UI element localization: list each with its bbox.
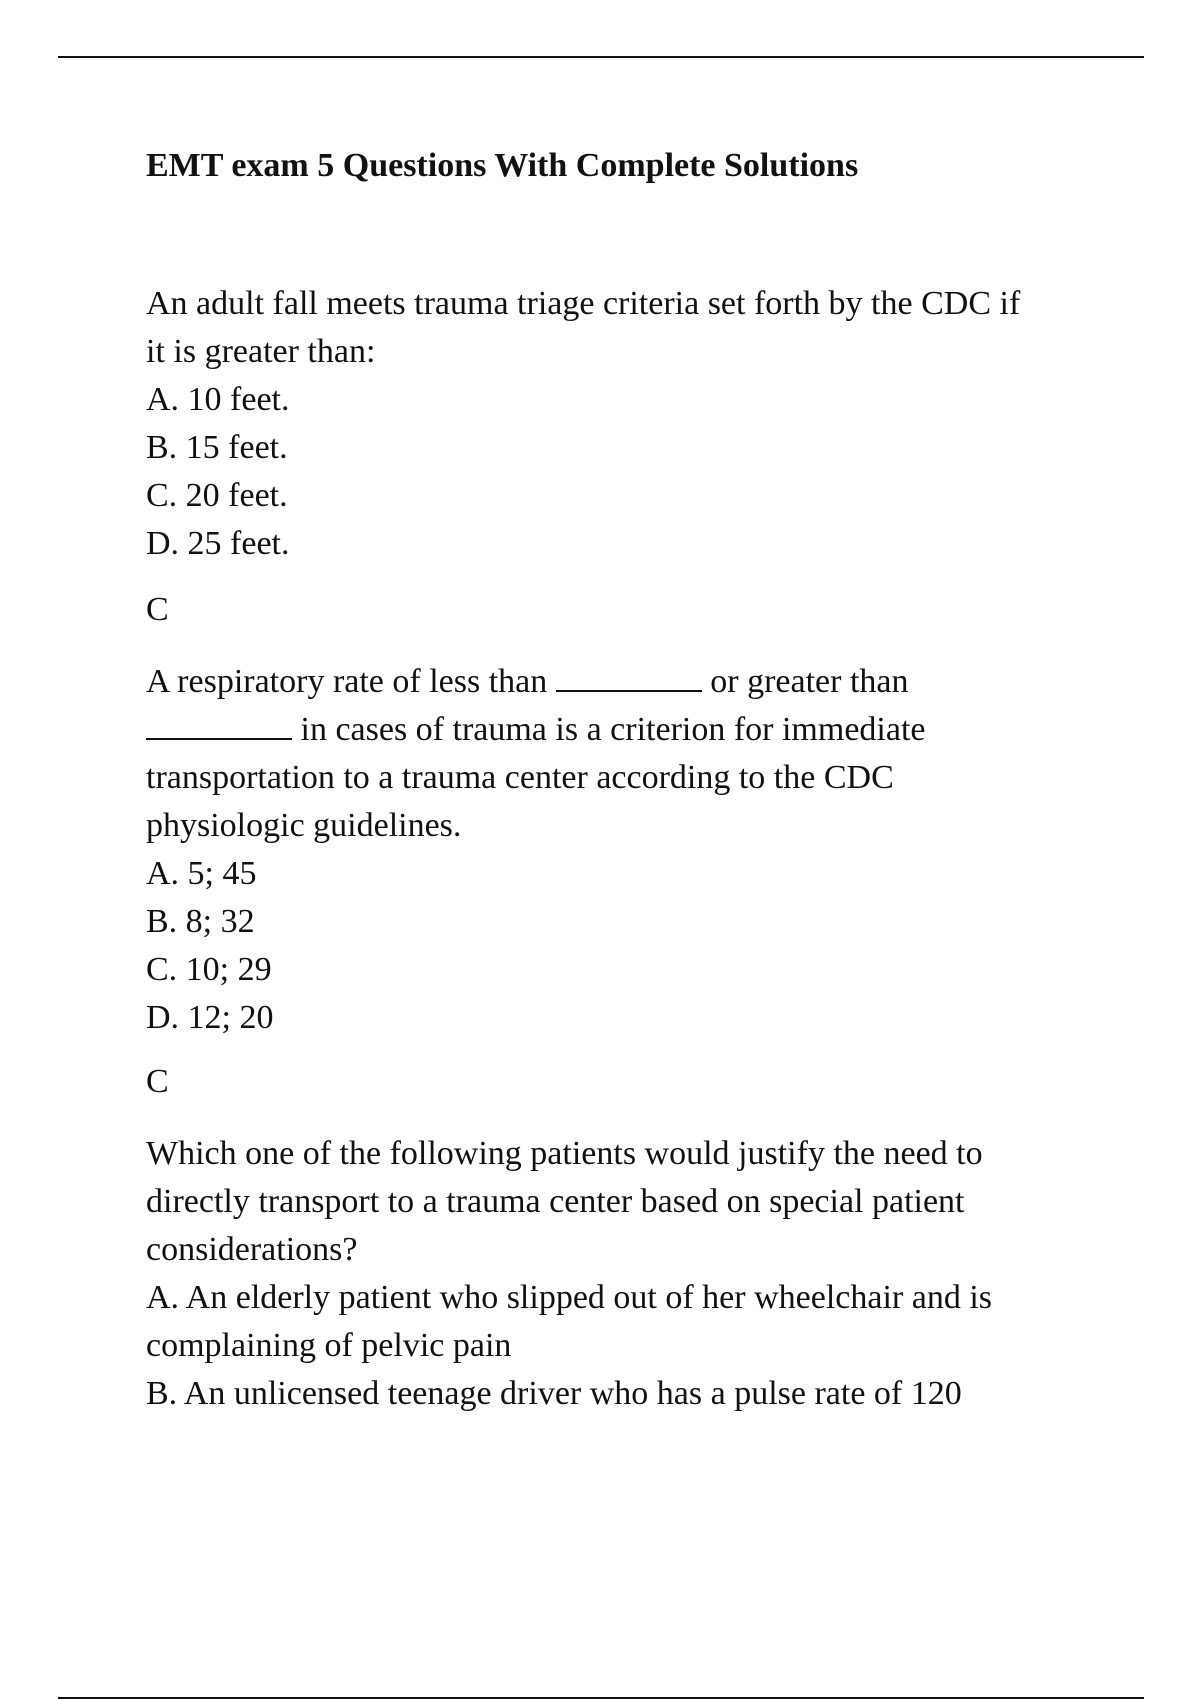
question-2-option-d: D. 12; 20	[146, 999, 274, 1036]
question-3	[146, 1130, 1096, 1418]
question-1-option-b: B. 15 feet.	[146, 429, 288, 466]
question-2-stem-line-3: transportation to a trauma center according to the CDC	[146, 759, 894, 796]
question-1-stem-line-2: it is greater than:	[146, 333, 376, 370]
question-1-option-c: C. 20 feet.	[146, 477, 288, 514]
question-1-answer	[146, 586, 1096, 634]
question-2-option-c: C. 10; 29	[146, 951, 272, 988]
document-title: EMT exam 5 Questions With Complete Solutions	[146, 147, 859, 184]
question-3-stem-line-1: Which one of the following patients would justify the need to	[146, 1135, 983, 1172]
question-2-stem-line-2	[146, 706, 1096, 754]
question-3-option-a-line-2: complaining of pelvic pain	[146, 1327, 512, 1364]
question-2-stem-text-1: A respiratory rate of less than	[146, 663, 556, 700]
question-3-stem-line-3: considerations?	[146, 1231, 358, 1268]
question-1-answer-text: C	[146, 591, 169, 628]
question-3-option-a-line-1: A. An elderly patient who slipped out of her wheelchair and is	[146, 1279, 992, 1316]
question-2-stem-text-2: or greater than	[701, 663, 909, 700]
question-1-stem-line-1: An adult fall meets trauma triage criteria set forth by the CDC if	[146, 285, 1021, 322]
question-2-stem-line-4: physiologic guidelines.	[146, 807, 462, 844]
header-rule	[58, 56, 1144, 58]
question-2-option-b: B. 8; 32	[146, 903, 255, 940]
question-2-option-a: A. 5; 45	[146, 855, 257, 892]
question-3-stem-line-2: directly transport to a trauma center based on special patient	[146, 1183, 965, 1220]
question-1-option-d: D. 25 feet.	[146, 525, 290, 562]
question-3-option-b: B. An unlicensed teenage driver who has a pulse rate of 120	[146, 1375, 962, 1412]
question-2-stem-line-1	[146, 658, 1096, 706]
question-2-stem-text-3: in cases of trauma is a criterion for immediate	[292, 711, 926, 748]
answer-blank-2	[146, 708, 292, 740]
question-1	[146, 280, 1096, 568]
question-2-answer-text: C	[146, 1063, 169, 1100]
question-2	[146, 658, 1096, 1042]
answer-blank-1	[556, 660, 702, 692]
question-1-option-a: A. 10 feet.	[146, 381, 290, 418]
footer-rule	[58, 1697, 1144, 1699]
question-2-answer	[146, 1058, 1096, 1106]
